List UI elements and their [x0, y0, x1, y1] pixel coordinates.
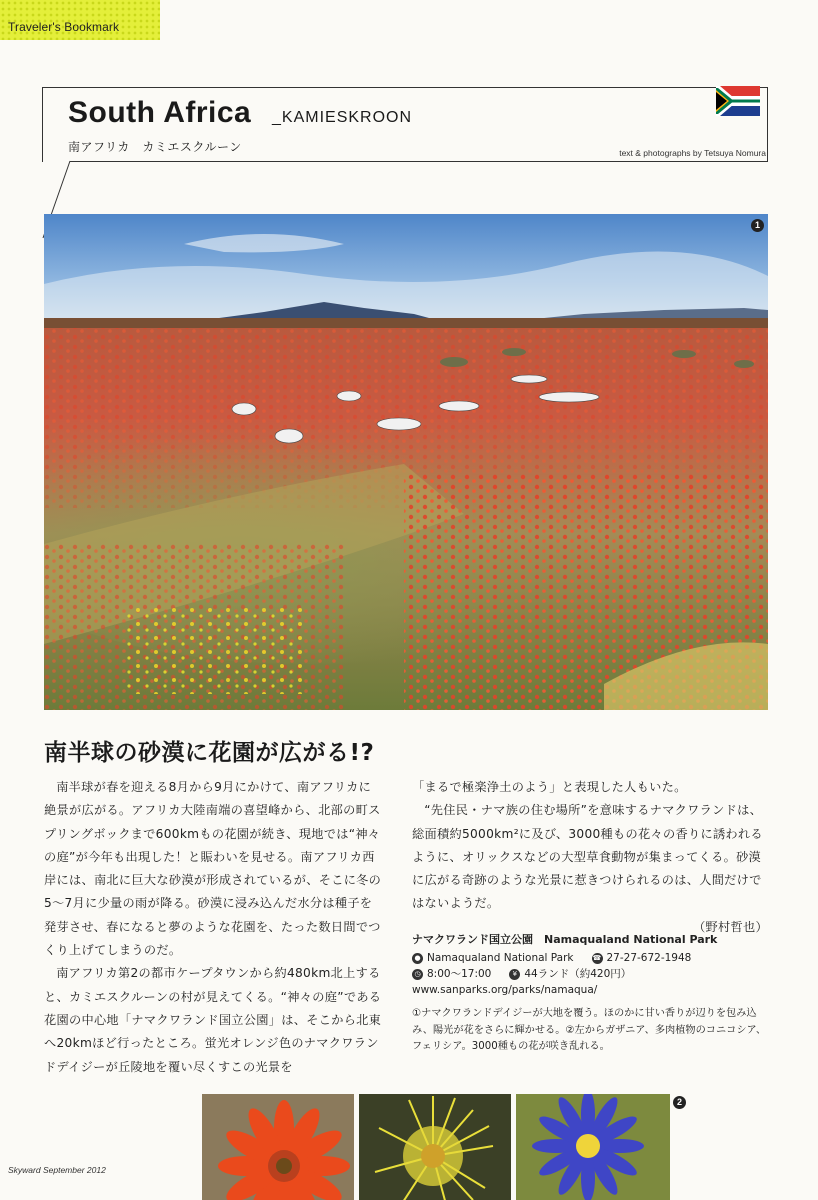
article-paragraph: 南半球が春を迎える8月から9月にかけて、南アフリカに絶景が広がる。アフリカ大陸南端の喜望峰から、北部の町スプリングボックまで600kmもの花園が続き、現地では“神々の庭”が今年も出現した！と賑わいを見せる。南アフリカ西岸には、南北に巨大な砂漠が形成されているが、そこに冬の5〜7月に少量の雨が降る。砂漠に浸み込んだ水分は種子を発芽させ、春になると夢のような花園を、たった数日間でつくり上げてしまうのだ。 — [44, 780, 382, 958]
felicia-photo — [516, 1094, 670, 1200]
park-hours: 8:00〜17:00 — [427, 968, 492, 980]
photo-number-badge: 1 — [751, 219, 764, 232]
flower-field-photo — [44, 214, 768, 710]
conicosia-photo — [359, 1094, 511, 1200]
park-name: ナマクワランド国立公園 Namaqualand National Park — [412, 933, 718, 946]
title-frame-bottom — [70, 161, 768, 162]
gazania-photo — [202, 1094, 354, 1200]
photo-caption: ①ナマクワランドデイジーが大地を覆う。ほのかに甘い香りが辺りを包み込み、陽光が花をさらに輝かせる。②左からガザニア、多肉植物のコニコシア、フェリシア。3000種もの花が咲き乱れる。 — [412, 1008, 767, 1052]
footer-issue: September 2012 — [42, 1165, 106, 1175]
south-africa-flag-icon — [716, 86, 760, 116]
page-title: South Africa — [68, 96, 252, 129]
section-tag-label: Traveler's Bookmark — [8, 20, 120, 34]
section-tag — [0, 0, 160, 40]
park-fee: 44ランド（約420円） — [524, 968, 632, 980]
bottom-photo-number-badge: 2 — [673, 1096, 686, 1109]
clock-icon: ◷ — [412, 969, 423, 980]
park-phone: 27-27-672-1948 — [606, 952, 692, 964]
page-subtitle: _KAMIESKROON — [272, 109, 413, 126]
title-frame-top — [42, 87, 768, 88]
title-frame-left — [42, 87, 43, 162]
photo-credit: text & photographs by Tetsuya Nomura — [619, 148, 766, 158]
main-photo — [44, 214, 768, 710]
phone-icon: ☎ — [592, 953, 602, 962]
park-address: Namaqualand National Park — [427, 952, 574, 964]
article-author: （野村哲也） — [693, 919, 768, 934]
page-footer — [8, 1165, 106, 1175]
park-info — [412, 932, 772, 998]
page-title-japanese: 南アフリカ カミエスクルーン — [68, 140, 242, 154]
fee-icon: ¥ — [509, 969, 520, 980]
article-right-column — [412, 776, 768, 939]
article-headline: 南半球の砂漠に花園が広がる!? — [44, 740, 375, 766]
park-url[interactable]: www.sanparks.org/parks/namaqua/ — [412, 984, 598, 996]
title-frame-right — [767, 87, 768, 162]
article-left-column — [44, 776, 382, 1079]
article-paragraph: “先住民・ナマ族の住む場所”を意味するナマクワランドは、総面積約5000km²に及び、3000種もの花々の香りに誘われるように、オリックスなどの大型草食動物が集まってくる。砂漠に広がる奇跡のような光景に惹きつけられるのは、人間だけではないようだ。 — [412, 803, 763, 911]
footer-magazine: Skyward — [8, 1165, 41, 1175]
article-paragraph: 「まるで極楽浄土のよう」と表現した人もいた。 — [412, 780, 687, 794]
article-paragraph: 南アフリカ第2の都市ケープタウンから約480km北上すると、カミエスクルーンの村が見えてくる。“神々の庭”である花園の中心地「ナマクワランド国立公園」は、そこから北東へ20kmほど行ったところ。蛍光オレンジ色のナマクワランドデイジーが丘陵地を覆い尽くすこの光景を — [44, 966, 382, 1074]
location-icon: ● — [412, 953, 423, 964]
